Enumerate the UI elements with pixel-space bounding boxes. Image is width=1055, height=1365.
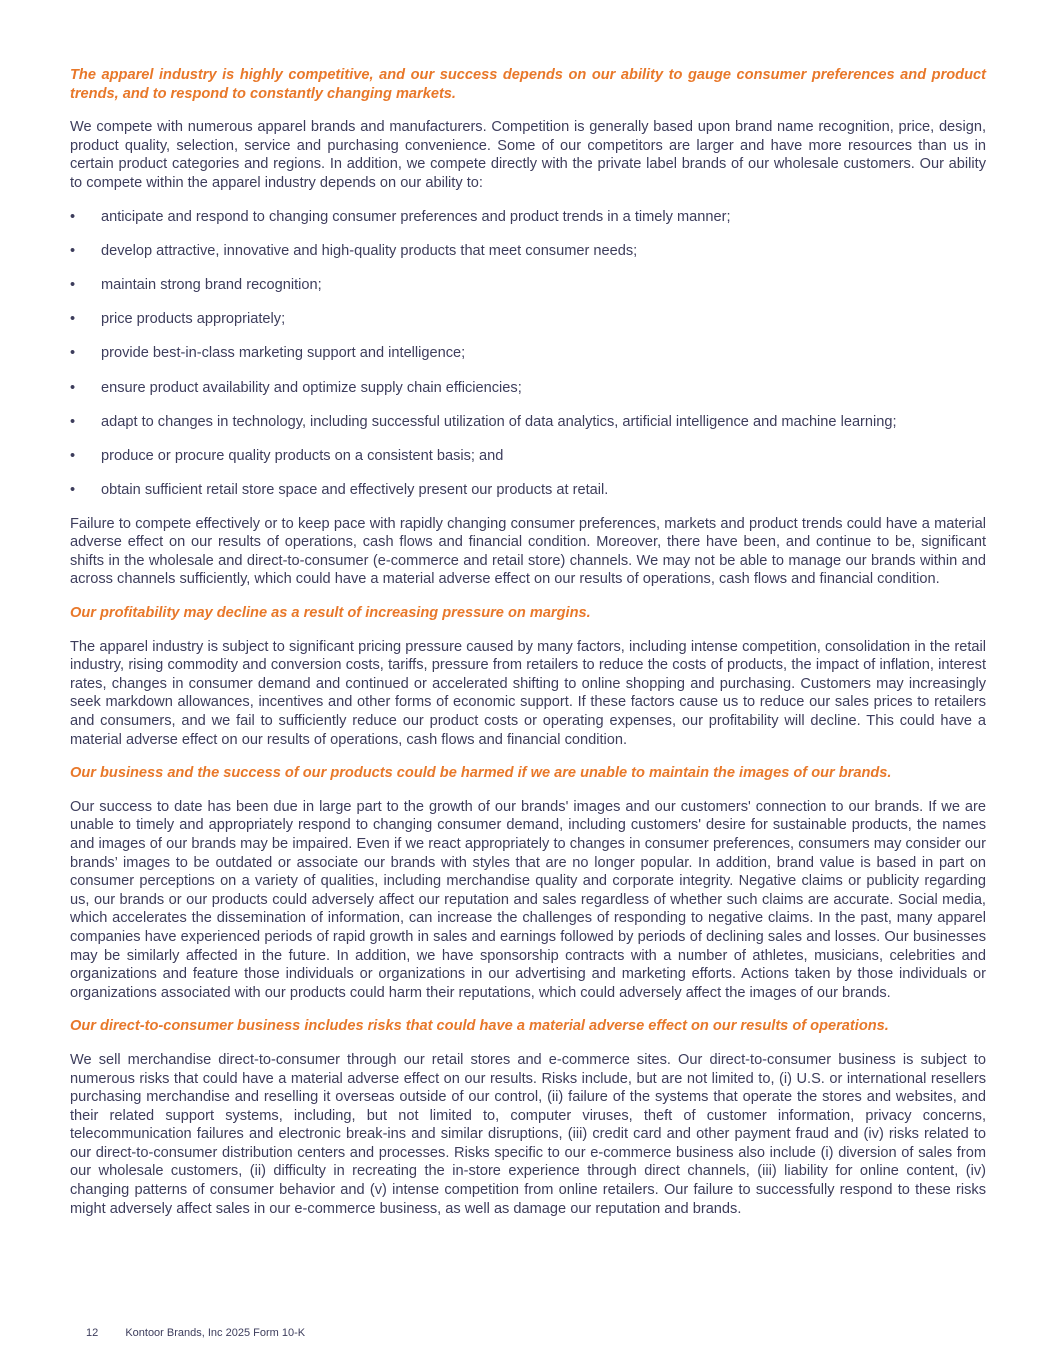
bullet-icon: •	[70, 447, 76, 464]
document-page	[70, 66, 986, 1233]
bullet-icon: •	[70, 379, 76, 396]
page-number: 12	[86, 1327, 99, 1339]
brand-image-body: Our success to date has been due in large part to the growth of our brands' images and our customers' connection to our brands. If we are unable to timely and appropriately respond to changing consumer demand, including customers' desire for sustainable products, the names and images of our brands may be impaired. Even if we react appropriately to changes in consumer preferences, consumers may consider our brands’ images to be outdated or associate our brands with styles that are no longer popular. In addition, brand value is based in part on consumer perceptions on a variety of qualities, including merchandise quality and corporate integrity. Negative claims or publicity regarding us, our brands or our products could adversely affect our reputation and sales regardless of whether such claims are accurate. Social media, which accelerates the dissemination of information, can increase the challenges of responding to negative claims. In the past, many apparel companies have experienced periods of rapid growth in sales and earnings followed by periods of declining sales and losses. Our businesses may be similarly affected in the future. In addition, we have sponsorship contracts with a number of athletes, musicians, celebrities and organizations and feature those individuals or organizations in our advertising and marketing efforts. Actions taken by those individuals or organizations associated with our products could harm their reputations, which could adversely affect the images of our brands.	[70, 798, 986, 1001]
bullet-icon: •	[70, 311, 76, 328]
list-item: • price products appropriately;	[70, 311, 286, 328]
list-item: • produce or procure quality products on a consistent basis; and	[70, 447, 504, 464]
bullet-icon: •	[70, 482, 76, 499]
bullet-icon: •	[70, 276, 76, 293]
list-item: • ensure product availability and optimize supply chain efficiencies;	[70, 379, 522, 396]
competition-closing: Failure to compete effectively or to keep pace with rapidly changing consumer preferences, markets and product trends could have a material adverse effect on our results of operations, cash flows and financial condition. Moreover, there have been, and continue to be, significant shifts in the wholesale and direct-to-consumer (e-commerce and retail store) channels. We may not be able to manage our brands within and across channels sufficiently, which could have a material adverse effect on our results of operations, cash flows and financial condition.	[70, 515, 986, 588]
section-heading-direct-to-consumer: Our direct-to-consumer business includes risks that could have a material adverse effect on our results of operations.	[70, 1018, 889, 1035]
section-heading-competition: The apparel industry is highly competitive, and our success depends on our ability to gauge consumer preferences and product trends, and to respond to constantly changing markets.	[70, 67, 986, 102]
bullet-icon: •	[70, 413, 76, 430]
direct-to-consumer-body: We sell merchandise direct-to-consumer through our retail stores and e-commerce sites. Our direct-to-consumer business is subject to numerous risks that could have a material adverse effect on our results. Risks include, but are not limited to, (i) U.S. or international resellers purchasing merchandise and reselling it overseas outside of our control, (ii) failure of the systems that operate the stores and websites, and their related support systems, including, but not limited to, computer viruses, theft of customer information, privacy concerns, telecommunication failures and electronic break-ins and similar disruptions, (iii) credit card and other payment fraud and (iv) risks related to our direct-to-consumer distribution centers and processes. Risks specific to our e-commerce business also include (i) diversion of sales from our wholesale customers, (ii) difficulty in recreating the in-store experience through direct channels, (iii) liability for online content, (iv) changing patterns of consumer behavior and (v) intense competition from online retailers. Our failure to successfully respond to these risks might adversely affect sales in our e-commerce business, as well as damage our reputation and brands.	[70, 1051, 986, 1217]
list-item: • maintain strong brand recognition;	[70, 276, 322, 293]
list-item: • obtain sufficient retail store space and effectively present our products at retail.	[70, 482, 609, 499]
section-heading-brand-image: Our business and the success of our products could be harmed if we are unable to maintain the images of our brands.	[70, 765, 892, 782]
bullet-icon: •	[70, 242, 76, 259]
margins-body: The apparel industry is subject to significant pricing pressure caused by many factors, including intense competition, consolidation in the retail industry, rising commodity and conversion costs, tariffs, pressure from retailers to reduce the costs of products, the impact of inflation, interest rates, changes in consumer demand and continued or accelerated shifting to online shopping and purchasing. Customers may increasingly seek markdown allowances, incentives and other forms of economic support. If these factors cause us to reduce our sales prices to retailers and consumers, and we fail to sufficiently reduce our product costs or operating expenses, our profitability will decline. This could have a material adverse effect on our results of operations, cash flows and financial condition.	[70, 638, 986, 748]
list-item: • anticipate and respond to changing consumer preferences and product trends in a timely manner;	[70, 208, 731, 225]
list-item: • provide best-in-class marketing support and intelligence;	[70, 345, 466, 362]
bullet-icon: •	[70, 345, 76, 362]
page-footer	[86, 1327, 305, 1339]
list-item: • adapt to changes in technology, including successful utilization of data analytics, artificial intelligence and machine learning;	[70, 413, 897, 430]
competition-ability-list	[70, 208, 986, 500]
document-title: Kontoor Brands, Inc 2025 Form 10-K	[125, 1327, 306, 1339]
list-item: • develop attractive, innovative and high-quality products that meet consumer needs;	[70, 242, 638, 259]
bullet-icon: •	[70, 208, 76, 225]
competition-intro: We compete with numerous apparel brands and manufacturers. Competition is generally based upon brand name recognition, price, design, product quality, selection, service and purchasing convenience. Some of our competitors are larger and have more resources than us in certain product categories and regions. In addition, we compete directly with the private label brands of our wholesale customers. Our ability to compete within the apparel industry depends on our ability to:	[70, 119, 986, 191]
section-heading-margins: Our profitability may decline as a result of increasing pressure on margins.	[70, 605, 591, 622]
